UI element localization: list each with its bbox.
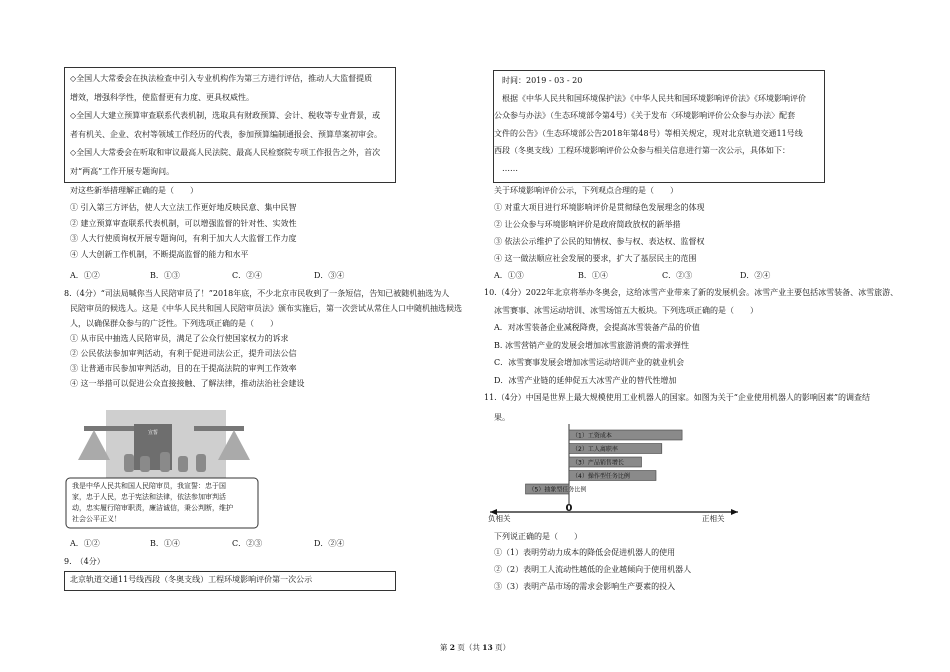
q7-choice-d[interactable]: D．③④ bbox=[314, 271, 345, 280]
q8-choice-d[interactable]: D．②④ bbox=[314, 539, 345, 548]
policy-line-4: 者有机关、企业、农村等领域工作经历的代表，参加预算编制通报会、预算草案初审会。 bbox=[70, 129, 382, 139]
q9-option-4: ④ 这一做法顺应社会发展的要求，扩大了基层民主的范围 bbox=[494, 254, 697, 263]
notice-line-5: 西段（冬奥支线）工程环境影响评价公众参与相关信息进行第一次公示，具体如下： bbox=[494, 146, 790, 155]
q7-option-1: ① 引入第三方评估，使人大立法工作更好地反映民意、集中民智 bbox=[70, 203, 297, 212]
policy-line-6: 对“两高”工作开展专题询问。 bbox=[70, 166, 175, 176]
q7-option-3: ③ 人大行使质询权开展专题询问，有利于加大人大监督工作力度 bbox=[70, 234, 297, 243]
q9-option-2: ② 让公众参与环境影响评价是政府简政放权的新举措 bbox=[494, 220, 681, 229]
page-footer: 第 2 页（共 13 页） bbox=[439, 643, 511, 652]
q9-notice-title: 北京轨道交通11号线西段（冬奥支线）工程环境影响评价第一次公示 bbox=[70, 575, 313, 584]
q8-line-6: ③ 让普通市民参加审判活动，目的在于提高法院的审判工作效率 bbox=[70, 364, 297, 373]
q10-line-5: C．冰雪赛事发展会增加冰雪运动培训产业的就业机会 bbox=[494, 358, 685, 367]
zero-label: 0 bbox=[565, 503, 573, 514]
notice-line-3: 公众参与办法》（生态环境部令第4号）《关于发布〈环境影响评价公众参与办法〉配套 bbox=[494, 111, 796, 120]
q9-choice-a[interactable]: A．①③ bbox=[494, 271, 524, 280]
oath-sign-text: 宣誓 bbox=[147, 430, 159, 436]
q9-stem: 关于环境影响评价公示，下列观点合理的是（ ） bbox=[494, 186, 678, 195]
q7-choice-a[interactable]: A．①② bbox=[70, 271, 100, 280]
q8-choice-b[interactable]: B．①④ bbox=[150, 539, 180, 548]
robot-factors-chart bbox=[486, 420, 746, 522]
policy-line-1: ◇全国人大常委会在执法检查中引入专业机构作为第三方进行评估，推动人大监督提质 bbox=[70, 74, 373, 83]
q11-option-2: ②（2）表明工人流动性越低的企业越倾向于使用机器人 bbox=[494, 565, 692, 574]
q9-option-3: ③ 依法公示维护了公民的知情权、参与权、表达权、监督权 bbox=[494, 237, 705, 246]
bar-label-4: （4）操作型任务比例 bbox=[572, 472, 630, 480]
q8-line-7: ④ 这一举措可以促进公众直接接触、了解法律，推动法治社会建设 bbox=[70, 379, 305, 388]
notice-line-1: 时间：2019 - 03 - 20 bbox=[502, 76, 583, 85]
juror-illustration bbox=[64, 408, 264, 530]
q10-line-1: 10.（4分）2022年北京将举办冬奥会，这给冰雪产业带来了新的发展机会。冰雪产业主要包括冰雪装备、冰雪旅游、 bbox=[484, 288, 899, 297]
oath-text: 我是中华人民共和国人民陪审员，我宣誓：忠于国 家，忠于人民，忠于宪法和法律，依法参加审判活 动，忠实履行陪审职责，廉洁诚信，秉公判断，维护 社会公平正义！ bbox=[72, 482, 233, 523]
bar-label-5: （5）抽象型任务比例 bbox=[528, 486, 587, 494]
notice-line-4: 文件的公告》（生态环境部公告2018年第48号）等相关规定，现对北京轨道交通11号线 bbox=[494, 128, 803, 138]
q7-option-2: ② 建立预算审查联系代表机制，可以增强监督的针对性、实效性 bbox=[70, 218, 297, 228]
policy-line-3: ◇全国人大建立预算审查联系代表机制，选取具有财政预算、会计、税收等专业背景，或 bbox=[70, 111, 381, 120]
q10-line-6: D．冰雪产业链的延伸促五大冰雪产业的替代性增加 bbox=[494, 375, 677, 385]
q11-line-1: 11.（4分）中国是世界上最大规模使用工业机器人的国家。如图为关于“企业使用机器人的影响因素”的调查结 bbox=[484, 393, 870, 402]
q8-line-4: ① 从市民中抽选人民陪审员，满足了公众行使国家权力的诉求 bbox=[70, 334, 289, 343]
q7-stem: 对这些新举措理解正确的是（ ） bbox=[70, 186, 198, 195]
q7-choice-b[interactable]: B．①③ bbox=[150, 271, 180, 280]
bar-label-1: （1）工资成本 bbox=[572, 432, 612, 440]
positive-label: 正相关 bbox=[702, 514, 725, 522]
bar-label-2: （2）工人离职率 bbox=[572, 445, 618, 453]
q9-choice-b[interactable]: B．①④ bbox=[578, 271, 608, 280]
q11-stem: 下列说正确的是（ ） bbox=[494, 532, 582, 541]
q10-line-2: 冰雪赛事、冰雪运动培训、冰雪场馆五大板块。下列选项正确的是（ ） bbox=[494, 305, 758, 315]
q10-line-3: A．对冰雪装备企业减税降费，会提高冰雪装备产品的价值 bbox=[494, 323, 700, 332]
q8-line-2: 民陪审员的候选人。这是《中华人民共和国人民陪审员法》颁布实施后，第一次尝试从常住人口中随机抽选候选 bbox=[70, 304, 462, 313]
q9-label: 9. （4分） bbox=[64, 557, 105, 566]
q10-line-4: B. 冰雪营销产业的发展会增加冰雪旅游消费的需求弹性 bbox=[494, 340, 689, 350]
q9-choice-d[interactable]: D．②④ bbox=[740, 271, 771, 280]
q11-option-3: ③（3）表明产品市场的需求会影响生产要素的投入 bbox=[494, 582, 676, 591]
q8-line-1: 8.（4分）“司法局喊你当人民陪审员了！”2018年底，不少北京市民收到了一条短信，告知已被随机抽选为人 bbox=[64, 289, 450, 298]
bar-label-3: （3）产品销售增长 bbox=[572, 459, 624, 467]
q9-choice-c[interactable]: C．②③ bbox=[662, 271, 693, 280]
policy-line-5: ◇全国人大常委会在听取和审议最高人民法院、最高人民检察院专项工作报告之外，首次 bbox=[70, 148, 381, 157]
q8-choice-c[interactable]: C．②③ bbox=[232, 539, 263, 548]
notice-box bbox=[493, 70, 825, 183]
q9-option-1: ① 对重大项目进行环境影响评价是贯彻绿色发展理念的体现 bbox=[494, 203, 705, 212]
q7-option-4: ④ 人大创新工作机制，不断提高监督的能力和水平 bbox=[70, 249, 249, 259]
q11-option-1: ①（1）表明劳动力成本的降低会促进机器人的使用 bbox=[494, 548, 676, 557]
policy-line-2: 增效，增强科学性，使监督更有力度、更具权威性。 bbox=[70, 92, 254, 102]
q11-line-2: 果。 bbox=[494, 413, 510, 422]
right-arrow bbox=[731, 509, 738, 515]
q8-line-3: 人，以确保群众参与的广泛性。下列选项正确的是（ ） bbox=[70, 319, 278, 328]
q8-choice-a[interactable]: A．①② bbox=[70, 539, 100, 548]
q8-line-5: ② 公民依法参加审判活动，有利于促进司法公正，提升司法公信 bbox=[70, 349, 297, 358]
notice-line-2: 根据《中华人民共和国环境保护法》《中华人民共和国环境影响评价法》《环境影响评价 bbox=[502, 93, 806, 103]
notice-line-6: …… bbox=[502, 163, 518, 173]
q7-choice-c[interactable]: C．②④ bbox=[232, 271, 263, 280]
negative-label: 负相关 bbox=[488, 514, 511, 522]
